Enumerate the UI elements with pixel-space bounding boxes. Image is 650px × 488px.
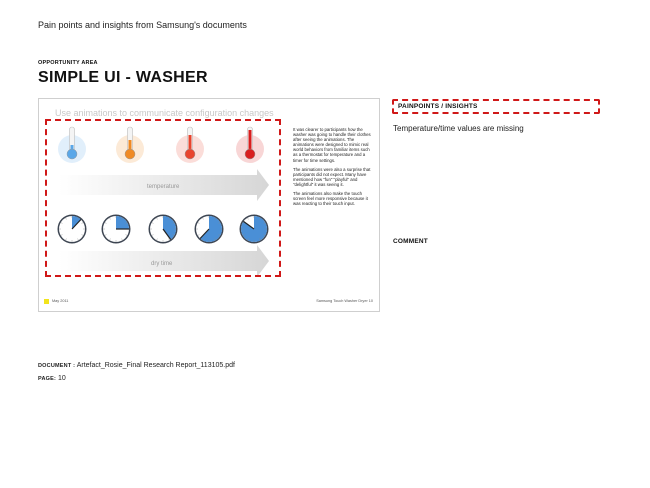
slide-paragraph-1: It was clearer to participants how the washer was going to handle their clothes after seeing the animations. The animations were designed to mimic real world behaviors from familiar items such as a thermostat for temperature and a timer for time settings. [293, 127, 371, 163]
slide-paragraph-3: The animations also make the touch screen feel more responsive because it was reacting to their touch input. [293, 191, 368, 207]
slide-footer-date: May 2011 [52, 299, 69, 303]
slide-text [293, 127, 375, 210]
comment-label: COMMENT [393, 238, 428, 245]
slide-thumbnail [38, 98, 380, 312]
painpoints-text: Temperature/time values are missing [393, 124, 524, 133]
page-line [38, 375, 66, 382]
slide-footer-title: Samsung Touch Washer Dryer 10 [316, 299, 373, 303]
page-label: PAGE: [38, 376, 57, 382]
slide-highlight-box [45, 119, 281, 277]
temperature-label: temperature [147, 184, 180, 190]
slide-title: Use animations to communicate configuration changes [55, 108, 274, 118]
opportunity-area-label: OPPORTUNITY AREA [38, 60, 98, 66]
page-header: Pain points and insights from Samsung's documents [38, 20, 247, 30]
document-line [38, 362, 235, 369]
slide-footer-logo [44, 299, 49, 304]
dry-time-label: dry time [151, 261, 173, 267]
page-value: 10 [57, 375, 66, 382]
slide-paragraph-2: The animations were also a surprise that participants did not expect. Many have mentioned how "fun" "playful" and "delightful" it was seeing it. [293, 166, 371, 187]
document-label: DOCUMENT : [38, 363, 76, 369]
page-title: SIMPLE UI - WASHER [38, 69, 208, 86]
document-value: Artefact_Rosie_Final Research Report_113105.pdf [76, 362, 235, 369]
painpoints-label: PAINPOINTS / INSIGHTS [398, 103, 478, 110]
